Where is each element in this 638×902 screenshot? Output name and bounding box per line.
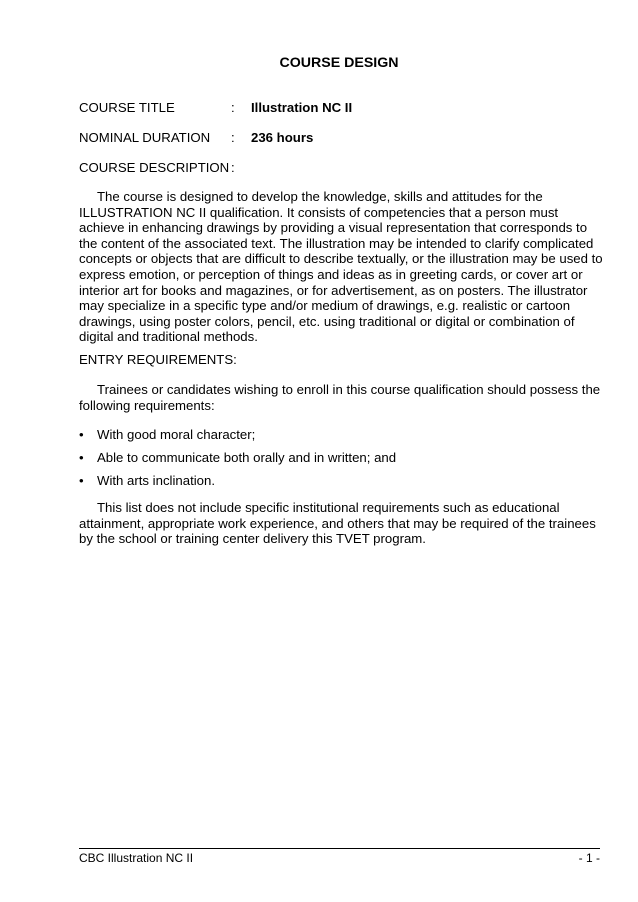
footer-divider bbox=[79, 848, 600, 849]
list-item bbox=[79, 427, 396, 450]
course-title-colon: : bbox=[231, 100, 235, 115]
list-item-text: With arts inclination. bbox=[97, 473, 215, 488]
nominal-duration-label: NOMINAL DURATION bbox=[79, 130, 211, 145]
bullet-icon: • bbox=[79, 427, 84, 442]
course-title-value: Illustration NC II bbox=[251, 100, 353, 115]
course-description-colon: : bbox=[231, 160, 235, 175]
list-item bbox=[79, 473, 396, 496]
course-description-paragraph: The course is designed to develop the knowledge, skills and attitudes for the ILLUSTRATION NC II qualification. It consists of competencies that a person must achieve in enhancing drawings by providing a visual representation that corresponds to the content of the associated text. The illustration may be intended to clarify complicated concepts or objects that are difficult to describe textually, or the illustration may be used to express emotion, or perception of things and ideas as in greeting cards, or cover art or interior art for books and magazines, or for advertisement, as on posters. The illustrator may specialize in a specific type and/or medium of drawings, e.g. realistic or cartoon drawings, using poster colors, pencil, etc. using traditional or digital or combination of digital and traditional methods. bbox=[79, 189, 603, 345]
list-item-text: Able to communicate both orally and in written; and bbox=[97, 450, 397, 465]
page-title: COURSE DESIGN bbox=[279, 55, 399, 71]
entry-requirements-heading: ENTRY REQUIREMENTS: bbox=[79, 352, 237, 367]
nominal-duration-value: 236 hours bbox=[251, 130, 314, 145]
footer-page-number: - 1 - bbox=[578, 851, 600, 865]
footer-document-name: CBC Illustration NC II bbox=[79, 851, 194, 865]
requirements-note-paragraph: This list does not include specific institutional requirements such as educational attainment, appropriate work experience, and others that may be required of the trainees by the school or training center delivery this TVET program. bbox=[79, 500, 596, 547]
list-item-text: With good moral character; bbox=[97, 427, 256, 442]
bullet-icon: • bbox=[79, 450, 84, 465]
bullet-icon: • bbox=[79, 473, 84, 488]
course-description-label: COURSE DESCRIPTION bbox=[79, 160, 230, 175]
requirements-list bbox=[79, 427, 396, 496]
list-item bbox=[79, 450, 396, 473]
nominal-duration-colon: : bbox=[231, 130, 235, 145]
entry-requirements-intro: Trainees or candidates wishing to enroll in this course qualification should possess the following requirements: bbox=[79, 382, 601, 413]
course-title-label: COURSE TITLE bbox=[79, 100, 175, 115]
